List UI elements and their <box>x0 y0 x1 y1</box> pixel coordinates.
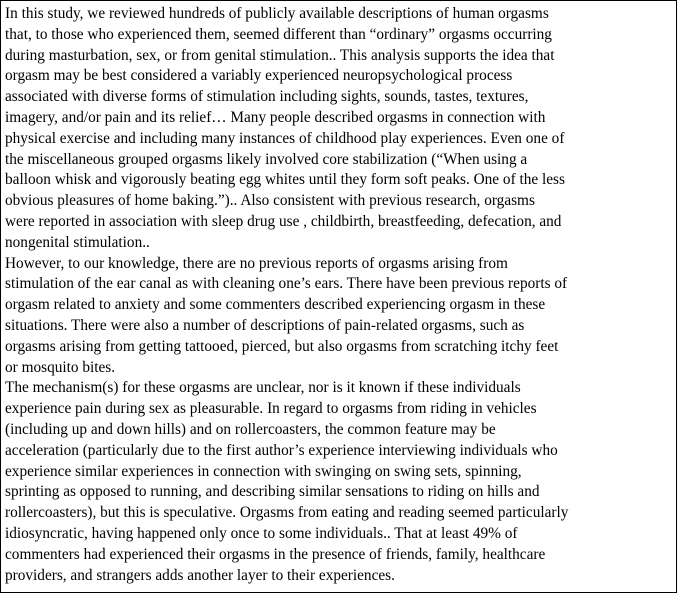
document-body <box>1 1 676 586</box>
text-line: orgasm may be best considered a variably experienced neuropsychological process <box>5 67 513 85</box>
text-line: were reported in association with sleep drug use , childbirth, breastfeeding, defecation, and <box>5 212 562 230</box>
text-line: sprinting as opposed to running, and describing similar sensations to riding on hills and <box>5 483 540 501</box>
text-line: commenters had experienced their orgasms in the presence of friends, family, healthcare <box>5 545 546 563</box>
text-line: situations. There were also a number of descriptions of pain-related orgasms, such as <box>5 316 525 334</box>
text-line: stimulation of the ear canal as with cleaning one’s ears. There have been previous reports of <box>5 275 568 293</box>
text-line: In this study, we reviewed hundreds of publicly available descriptions of human orgasms <box>5 5 549 22</box>
text-line: The mechanism(s) for these orgasms are unclear, nor is it known if these individuals <box>5 379 521 397</box>
text-line: balloon whisk and vigorously beating egg whites until they form soft peaks. One of the less <box>5 171 565 189</box>
text-line: (including up and down hills) and on rollercoasters, the common feature may be <box>5 420 496 438</box>
text-line: associated with diverse forms of stimulation including sights, sounds, tastes, textures, <box>5 88 529 106</box>
text-line: obvious pleasures of home baking.”).. Also consistent with previous research, orgasms <box>5 192 535 210</box>
text-line: imagery, and/or pain and its relief… Many people described orgasms in connection with <box>5 108 546 126</box>
text-line: that, to those who experienced them, seemed different than “ordinary” orgasms occurring <box>5 25 552 43</box>
text-line: acceleration (particularly due to the first author’s experience interviewing individuals who <box>5 441 558 459</box>
text-line: physical exercise and including many instances of childhood play experiences. Even one of <box>5 129 565 147</box>
text-line: providers, and strangers adds another layer to their experiences. <box>5 566 395 584</box>
text-line: idiosyncratic, having happened only once to some individuals.. That at least 49% of <box>5 524 518 542</box>
text-line: during masturbation, sex, or from genital stimulation.. This analysis supports the idea that <box>5 46 555 64</box>
text-line: orgasm related to anxiety and some commenters described experiencing orgasm in these <box>5 296 546 314</box>
text-line: or mosquito bites. <box>5 358 116 376</box>
text-line: the miscellaneous grouped orgasms likely involved core stabilization (“When using a <box>5 150 528 168</box>
text-line: rollercoasters), but this is speculative. Orgasms from eating and reading seemed particularly <box>5 504 569 522</box>
text-line: However, to our knowledge, there are no previous reports of orgasms arising from <box>5 254 508 272</box>
text-line: nongenital stimulation.. <box>5 233 150 251</box>
text-line: orgasms arising from getting tattooed, pierced, but also orgasms from scratching itchy feet <box>5 337 559 355</box>
text-line: experience similar experiences in connection with swinging on swing sets, spinning, <box>5 462 522 480</box>
text-line: experience pain during sex as pleasurable. In regard to orgasms from riding in vehicles <box>5 400 537 418</box>
